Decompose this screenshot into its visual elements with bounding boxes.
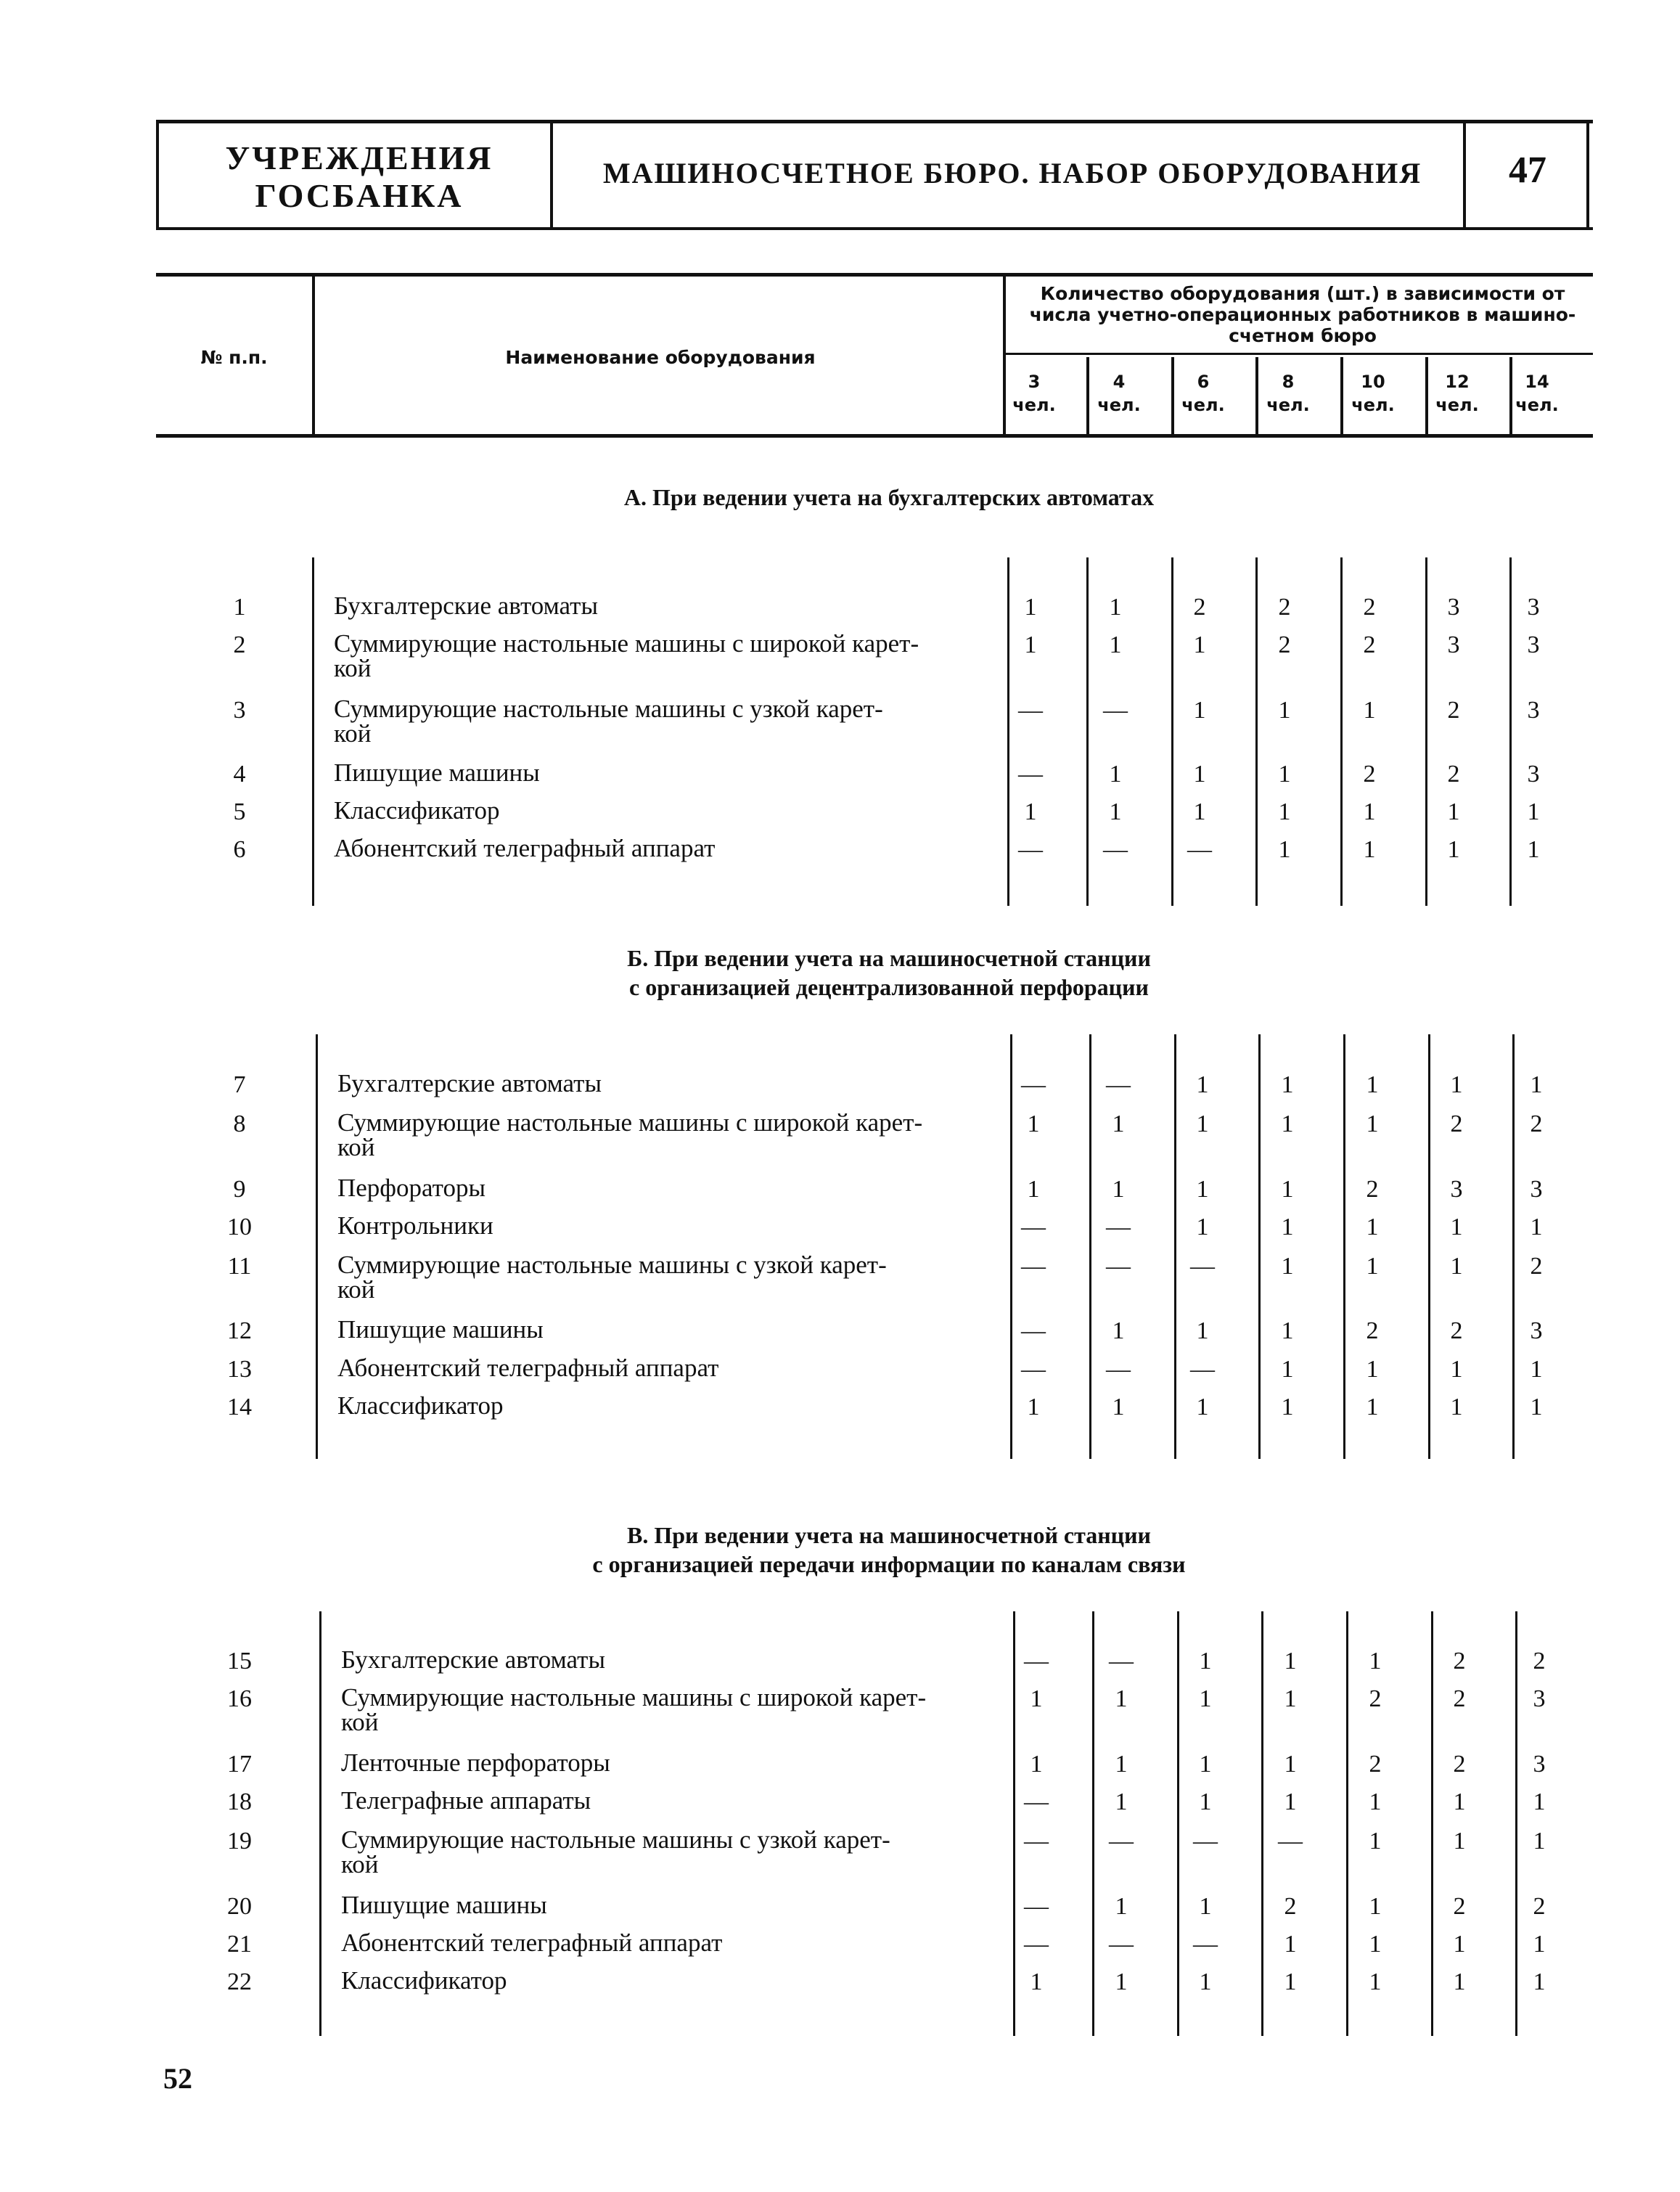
row-number: 21	[227, 1931, 252, 1958]
quantity-cell: 1	[1369, 1828, 1382, 1854]
quantity-cell: 1	[1533, 1828, 1546, 1854]
quantity-cell: 1	[1199, 1685, 1212, 1712]
quantity-cell: 1	[1450, 1214, 1463, 1240]
quantity-cell: —	[1018, 761, 1043, 788]
section-title	[363, 1521, 1415, 1579]
equipment-name	[337, 1071, 1005, 1096]
row-number: 22	[227, 1968, 252, 1995]
quantity-cell: —	[1021, 1356, 1046, 1383]
quantity-cell: 2	[1369, 1751, 1382, 1778]
quantity-cell: 1	[1115, 1788, 1128, 1815]
column-header-quantity	[1016, 283, 1589, 346]
equipment-name-line1: Пишущие машины	[341, 1891, 547, 1919]
row-number: 20	[227, 1893, 252, 1920]
equipment-name-line2: кой	[334, 654, 372, 682]
quantity-cell: 1	[1284, 1685, 1297, 1712]
quantity-cell: 1	[1024, 798, 1037, 825]
quantity-cell: 2	[1530, 1253, 1543, 1280]
quantity-cell: 2	[1533, 1893, 1546, 1920]
equipment-name	[341, 1685, 1009, 1735]
quantity-cell: 3	[1533, 1751, 1546, 1778]
equipment-name-line1: Суммирующие настольные машины с широкой карет-	[334, 629, 919, 658]
quantity-cell: —	[1021, 1317, 1046, 1344]
quantity-cell: 1	[1366, 1253, 1379, 1280]
quantity-cell: 2	[1284, 1893, 1297, 1920]
quantity-cell: —	[1103, 697, 1128, 724]
quantity-cell: 3	[1533, 1685, 1546, 1712]
quantity-cell: 3	[1527, 761, 1540, 788]
quantity-cell: 1	[1453, 1788, 1466, 1815]
column-header-count: 10	[1361, 372, 1385, 392]
quantity-cell: 1	[1281, 1394, 1294, 1420]
equipment-name	[341, 1788, 1009, 1813]
section-title-line2: с организацией передачи информации по каналам связи	[592, 1551, 1186, 1577]
quantity-cell: 3	[1530, 1317, 1543, 1344]
quantity-cell: 1	[1027, 1176, 1040, 1203]
column-header-staff-3	[994, 370, 1074, 417]
quantity-cell: —	[1021, 1253, 1046, 1280]
column-header-unit: чел.	[1181, 395, 1225, 415]
quantity-header-line3: счетном бюро	[1229, 325, 1377, 346]
column-header-unit: чел.	[1266, 395, 1310, 415]
row-number: 18	[227, 1788, 252, 1815]
quantity-cell: 2	[1278, 631, 1291, 658]
organization-title-line2: ГОСБАНКА	[255, 177, 464, 214]
quantity-cell: 1	[1369, 1968, 1382, 1995]
quantity-cell: 1	[1281, 1356, 1294, 1383]
column-header-unit: чел.	[1097, 395, 1141, 415]
quantity-cell: 1	[1193, 697, 1206, 724]
quantity-cell: 1	[1115, 1685, 1128, 1712]
equipment-name-line1: Абонентский телеграфный аппарат	[341, 1929, 723, 1957]
quantity-cell: —	[1190, 1253, 1215, 1280]
column-header-staff-6	[1163, 370, 1243, 417]
column-header-unit: чел.	[1435, 395, 1479, 415]
document-title: МАШИНОСЧЕТНОЕ БЮРО. НАБОР ОБОРУДОВАНИЯ	[602, 157, 1422, 189]
table-header-top-rule	[156, 273, 1593, 277]
quantity-cell: 2	[1450, 1111, 1463, 1137]
quantity-cell: 1	[1533, 1788, 1546, 1815]
quantity-cell: 1	[1281, 1317, 1294, 1344]
quantity-cell: —	[1024, 1893, 1049, 1920]
row-number: 8	[233, 1111, 246, 1137]
quantity-cell: 2	[1447, 761, 1460, 788]
quantity-cell: 1	[1199, 1751, 1212, 1778]
equipment-name-line1: Бухгалтерские автоматы	[334, 592, 598, 620]
row-number: 4	[233, 761, 246, 788]
quantity-cell: —	[1190, 1356, 1215, 1383]
sheet-number: 47	[1509, 150, 1546, 191]
equipment-name-line1: Бухгалтерские автоматы	[341, 1645, 605, 1674]
quantity-cell: 1	[1453, 1828, 1466, 1854]
quantity-cell: 2	[1453, 1685, 1466, 1712]
quantity-cell: —	[1021, 1214, 1046, 1240]
quantity-cell: 1	[1366, 1394, 1379, 1420]
quantity-cell: 1	[1109, 798, 1122, 825]
equipment-name	[341, 1825, 1009, 1878]
quantity-cell: 3	[1450, 1176, 1463, 1203]
quantity-cell: 1	[1450, 1356, 1463, 1383]
quantity-cell: 3	[1447, 594, 1460, 621]
quantity-cell: 2	[1369, 1685, 1382, 1712]
row-number: 15	[227, 1648, 252, 1674]
quantity-cell: 1	[1453, 1968, 1466, 1995]
quantity-cell: 1	[1366, 1071, 1379, 1098]
quantity-cell: 1	[1115, 1893, 1128, 1920]
quantity-cell: 2	[1278, 594, 1291, 621]
quantity-cell: 1	[1199, 1968, 1212, 1995]
equipment-name-line2: кой	[341, 1708, 379, 1736]
quantity-cell: 1	[1027, 1111, 1040, 1137]
quantity-cell: 1	[1278, 798, 1291, 825]
quantity-cell: 1	[1533, 1931, 1546, 1958]
column-header-unit: чел.	[1012, 395, 1056, 415]
quantity-cell: 3	[1527, 697, 1540, 724]
quantity-cell: —	[1278, 1828, 1303, 1854]
quantity-header-line2: числа учетно-операционных работников в машино-	[1029, 304, 1576, 325]
quantity-cell: 1	[1193, 631, 1206, 658]
equipment-name-line1: Пишущие машины	[337, 1315, 544, 1344]
equipment-name-line1: Абонентский телеграфный аппарат	[334, 834, 716, 862]
quantity-cell: 1	[1530, 1214, 1543, 1240]
equipment-name-line1: Классификатор	[334, 796, 500, 825]
row-number: 19	[227, 1828, 252, 1854]
quantity-cell: 1	[1109, 594, 1122, 621]
organization-title	[167, 139, 552, 215]
equipment-name	[337, 1356, 1005, 1381]
quantity-cell: —	[1024, 1828, 1049, 1854]
equipment-name	[337, 1211, 1005, 1240]
row-number: 7	[233, 1071, 246, 1098]
table-header-column-divider	[1086, 357, 1089, 434]
equipment-name	[337, 1176, 1005, 1201]
quantity-cell: —	[1018, 836, 1043, 863]
row-number: 14	[227, 1394, 252, 1420]
row-number: 6	[233, 836, 246, 863]
quantity-cell: 1	[1196, 1176, 1209, 1203]
column-header-staff-12	[1417, 370, 1497, 417]
quantity-cell: —	[1103, 836, 1128, 863]
quantity-cell: 1	[1281, 1176, 1294, 1203]
section-title-line1: В. При ведении учета на машиносчетной станции	[627, 1522, 1151, 1548]
equipment-name-line1: Контрольники	[337, 1211, 493, 1240]
row-number: 12	[227, 1317, 252, 1344]
quantity-cell: —	[1109, 1931, 1134, 1958]
table-header-column-divider	[1340, 357, 1343, 434]
quantity-cell: 3	[1530, 1176, 1543, 1203]
quantity-cell: 1	[1199, 1893, 1212, 1920]
quantity-cell: 1	[1453, 1931, 1466, 1958]
quantity-cell: 1	[1450, 1253, 1463, 1280]
column-header-count: 3	[1028, 372, 1041, 392]
quantity-cell: 2	[1450, 1317, 1463, 1344]
quantity-cell: 1	[1281, 1111, 1294, 1137]
header-bottom-rule	[156, 227, 1593, 230]
row-number: 13	[227, 1356, 252, 1383]
column-header-count: 14	[1525, 372, 1549, 392]
quantity-cell: 1	[1278, 697, 1291, 724]
equipment-name-line1: Перфораторы	[337, 1174, 485, 1202]
quantity-cell: 1	[1369, 1931, 1382, 1958]
quantity-cell: 2	[1366, 1176, 1379, 1203]
quantity-cell: 1	[1278, 761, 1291, 788]
quantity-cell: 2	[1453, 1648, 1466, 1674]
quantity-cell: 1	[1284, 1788, 1297, 1815]
quantity-cell: 1	[1109, 761, 1122, 788]
table-header-column-divider	[1171, 357, 1174, 434]
quantity-cell: 1	[1450, 1071, 1463, 1098]
quantity-cell: 1	[1030, 1685, 1043, 1712]
quantity-cell: 1	[1284, 1648, 1297, 1674]
column-header-count: 12	[1445, 372, 1470, 392]
quantity-cell: —	[1024, 1648, 1049, 1674]
header-right-border	[1586, 120, 1589, 230]
quantity-cell: 1	[1112, 1317, 1125, 1344]
row-number: 2	[233, 631, 246, 658]
column-header-name: Наименование оборудования	[505, 347, 816, 368]
equipment-name	[337, 1391, 1005, 1420]
quantity-header-line1: Количество оборудования (шт.) в зависимости от	[1040, 283, 1565, 304]
column-header-staff-8	[1248, 370, 1328, 417]
quantity-cell: —	[1106, 1071, 1131, 1098]
quantity-cell: 2	[1453, 1893, 1466, 1920]
equipment-name	[341, 1751, 1009, 1775]
header-left-border	[156, 120, 159, 230]
equipment-name-line1: Суммирующие настольные машины с узкой карет-	[341, 1825, 890, 1854]
quantity-cell: 2	[1193, 594, 1206, 621]
quantity-cell: 1	[1363, 697, 1376, 724]
equipment-name	[337, 1253, 1005, 1302]
quantity-cell: 1	[1530, 1071, 1543, 1098]
equipment-name	[334, 594, 1001, 618]
column-header-number: № п.п.	[200, 347, 268, 368]
section-title	[363, 944, 1415, 1002]
section-title	[363, 483, 1415, 512]
quantity-cell: 1	[1196, 1214, 1209, 1240]
quantity-cell: —	[1109, 1828, 1134, 1854]
quantity-cell: —	[1106, 1214, 1131, 1240]
equipment-name-line2: кой	[341, 1850, 379, 1878]
quantity-cell: 1	[1284, 1968, 1297, 1995]
quantity-cell: 1	[1115, 1968, 1128, 1995]
equipment-name-line1: Абонентский телеграфный аппарат	[337, 1354, 719, 1382]
row-divider-name	[312, 557, 314, 906]
column-header-staff-10	[1333, 370, 1413, 417]
equipment-name-line1: Бухгалтерские автоматы	[337, 1069, 602, 1097]
quantity-cell: 2	[1530, 1111, 1543, 1137]
column-header-count: 8	[1282, 372, 1295, 392]
equipment-name	[341, 1893, 1009, 1918]
page-number: 52	[163, 2062, 192, 2095]
quantity-cell: —	[1193, 1931, 1218, 1958]
row-number: 17	[227, 1751, 252, 1778]
table-header-column-divider	[1255, 357, 1258, 434]
quantity-cell: 1	[1281, 1071, 1294, 1098]
quantity-cell: —	[1187, 836, 1212, 863]
equipment-name	[341, 1968, 1009, 1993]
quantity-cell: 3	[1527, 631, 1540, 658]
quantity-cell: 1	[1527, 798, 1540, 825]
quantity-cell: 1	[1369, 1788, 1382, 1815]
quantity-cell: —	[1109, 1648, 1134, 1674]
quantity-cell: 1	[1284, 1931, 1297, 1958]
quantity-cell: —	[1018, 697, 1043, 724]
section-title-line1: А. При ведении учета на бухгалтерских автоматах	[623, 484, 1155, 510]
equipment-name	[334, 798, 1001, 823]
row-number: 9	[233, 1176, 246, 1203]
quantity-cell: 1	[1281, 1214, 1294, 1240]
row-number: 1	[233, 594, 246, 621]
quantity-cell: 1	[1024, 594, 1037, 621]
column-header-unit: чел.	[1515, 395, 1559, 415]
quantity-cell: 1	[1024, 631, 1037, 658]
equipment-name	[337, 1317, 1005, 1342]
quantity-cell: 1	[1112, 1111, 1125, 1137]
quantity-cell: 1	[1450, 1394, 1463, 1420]
column-header-unit: чел.	[1351, 395, 1395, 415]
column-header-count: 4	[1113, 372, 1126, 392]
quantity-cell: 1	[1199, 1648, 1212, 1674]
quantity-cell: 1	[1366, 1111, 1379, 1137]
row-number: 11	[227, 1253, 252, 1280]
quantity-cell: 1	[1281, 1253, 1294, 1280]
quantity-cell: 2	[1533, 1648, 1546, 1674]
equipment-name-line1: Суммирующие настольные машины с узкой карет-	[334, 695, 883, 723]
section-title-line2: с организацией децентрализованной перфорации	[629, 974, 1149, 1000]
equipment-name-line1: Ленточные перфораторы	[341, 1749, 610, 1777]
quantity-cell: 1	[1196, 1111, 1209, 1137]
quantity-cell: 1	[1193, 798, 1206, 825]
quantity-cell: 1	[1530, 1356, 1543, 1383]
header-top-rule	[156, 120, 1593, 123]
quantity-cell: 2	[1363, 761, 1376, 788]
row-number: 10	[227, 1214, 252, 1240]
quantity-cell: 1	[1366, 1214, 1379, 1240]
table-header-mid-rule	[1006, 353, 1593, 355]
equipment-name-line2: кой	[337, 1275, 375, 1304]
equipment-name-line1: Суммирующие настольные машины с широкой карет-	[341, 1683, 927, 1712]
quantity-cell: 1	[1278, 836, 1291, 863]
quantity-cell: 3	[1527, 594, 1540, 621]
quantity-cell: 1	[1193, 761, 1206, 788]
quantity-cell: 2	[1447, 697, 1460, 724]
table-header-bottom-rule	[156, 434, 1593, 438]
quantity-cell: 1	[1527, 836, 1540, 863]
quantity-cell: 1	[1447, 836, 1460, 863]
equipment-name	[341, 1645, 1009, 1674]
column-header-staff-4	[1079, 370, 1159, 417]
section-title-line1: Б. При ведении учета на машиносчетной станции	[627, 945, 1151, 971]
quantity-cell: 1	[1109, 631, 1122, 658]
quantity-cell: —	[1021, 1071, 1046, 1098]
row-number: 16	[227, 1685, 252, 1712]
quantity-cell: 1	[1112, 1394, 1125, 1420]
equipment-name	[337, 1108, 1005, 1161]
equipment-name-line1: Суммирующие настольные машины с узкой карет-	[337, 1251, 887, 1279]
quantity-cell: 1	[1027, 1394, 1040, 1420]
quantity-cell: 1	[1112, 1176, 1125, 1203]
quantity-cell: 1	[1030, 1968, 1043, 1995]
equipment-name-line2: кой	[337, 1133, 375, 1161]
equipment-name-line1: Пишущие машины	[334, 758, 540, 787]
quantity-cell: 1	[1199, 1788, 1212, 1815]
organization-title-line1: УЧРЕЖДЕНИЯ	[225, 139, 493, 176]
quantity-cell: 2	[1363, 631, 1376, 658]
table-header-column-divider	[1425, 357, 1428, 434]
quantity-cell: 1	[1369, 1893, 1382, 1920]
table-header-divider	[312, 276, 315, 434]
quantity-cell: —	[1106, 1356, 1131, 1383]
equipment-name	[334, 631, 1001, 681]
column-header-count: 6	[1197, 372, 1210, 392]
quantity-cell: 1	[1447, 798, 1460, 825]
equipment-name-line1: Классификатор	[341, 1966, 507, 1995]
equipment-name	[334, 697, 1001, 746]
quantity-cell: 2	[1363, 594, 1376, 621]
quantity-cell: 1	[1284, 1751, 1297, 1778]
equipment-name-line2: кой	[334, 719, 372, 748]
quantity-cell: 1	[1533, 1968, 1546, 1995]
row-divider-name	[319, 1611, 321, 2036]
equipment-name	[334, 758, 1001, 787]
equipment-name	[341, 1931, 1009, 1955]
row-number: 3	[233, 697, 246, 724]
quantity-cell: —	[1024, 1788, 1049, 1815]
quantity-cell: 1	[1196, 1317, 1209, 1344]
quantity-cell: —	[1106, 1253, 1131, 1280]
quantity-cell: 2	[1453, 1751, 1466, 1778]
quantity-cell: 1	[1363, 798, 1376, 825]
table-header-column-divider	[1509, 357, 1512, 434]
quantity-cell: —	[1024, 1931, 1049, 1958]
quantity-cell: 1	[1196, 1394, 1209, 1420]
equipment-name-line1: Телеграфные аппараты	[341, 1786, 591, 1815]
quantity-cell: 1	[1530, 1394, 1543, 1420]
quantity-cell: 1	[1366, 1356, 1379, 1383]
quantity-cell: 1	[1115, 1751, 1128, 1778]
quantity-cell: 1	[1369, 1648, 1382, 1674]
quantity-cell: 2	[1366, 1317, 1379, 1344]
row-divider-name	[316, 1034, 318, 1459]
quantity-cell: 3	[1447, 631, 1460, 658]
equipment-name	[334, 836, 1001, 861]
row-number: 5	[233, 798, 246, 825]
equipment-name-line1: Классификатор	[337, 1391, 504, 1420]
quantity-cell: 1	[1363, 836, 1376, 863]
quantity-cell: 1	[1196, 1071, 1209, 1098]
quantity-cell: 1	[1030, 1751, 1043, 1778]
equipment-name-line1: Суммирующие настольные машины с широкой карет-	[337, 1108, 923, 1137]
quantity-cell: —	[1193, 1828, 1218, 1854]
